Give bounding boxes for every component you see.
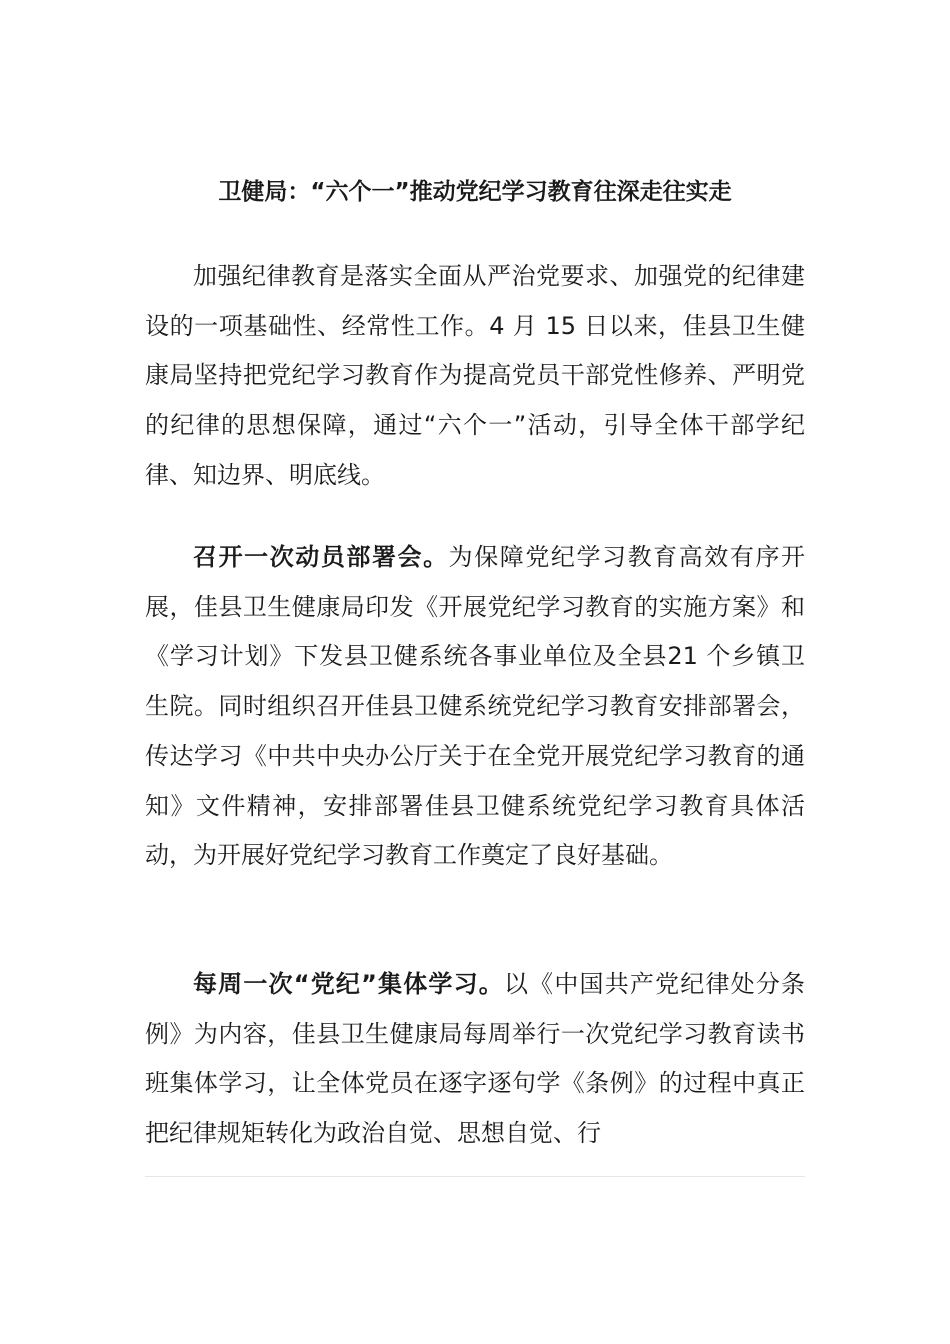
- page-bottom-divider: [145, 1176, 805, 1177]
- article-title: 卫健局：“六个一”推动党纪学习教育往深走往实走: [218, 179, 732, 205]
- paragraph-body-text: 以《中国共产党纪律处分条例》为内容，佳县卫生健康局每周举行一次党纪学习教育读书班集体学习，让全体党员在逐字逐句学《条例》的过程中真正把纪律规矩转化为政治自觉、思想自觉、行: [145, 970, 806, 1148]
- paragraph-mobilization-meeting: [145, 533, 805, 881]
- paragraph-body-text: 为保障党纪学习教育高效有序开展，佳县卫生健康局印发《开展党纪学习教育的实施方案》和《学习计划》下发县卫健系统各事业单位及全县21 个乡镇卫生院。同时组织召开佳县卫健系统党纪学习教育安排部署会，传达学习《中共中央办公厅关于在全党开展党纪学习教育的通知》文件精神，安排部署佳县卫健系统党纪学习教育具体活动，为开展好党纪学习教育工作奠定了良好基础。: [145, 543, 806, 870]
- paragraph-lead-heading: 每周一次“党纪”集体学习。: [193, 970, 504, 998]
- paragraph-intro-text: 加强纪律教育是落实全面从严治党要求、加强党的纪律建设的一项基础性、经常性工作。4 月 15 日以来，佳县卫生健康局坚持把党纪学习教育作为提高党员干部党性修养、严明党的纪律的思想保障，通过“六个一”活动，引导全体干部学纪律、知边界、明底线。: [145, 262, 805, 489]
- paragraph-lead-heading: 召开一次动员部署会。: [193, 543, 449, 571]
- paragraph-intro: [145, 252, 805, 501]
- paragraph-weekly-study: [145, 960, 805, 1159]
